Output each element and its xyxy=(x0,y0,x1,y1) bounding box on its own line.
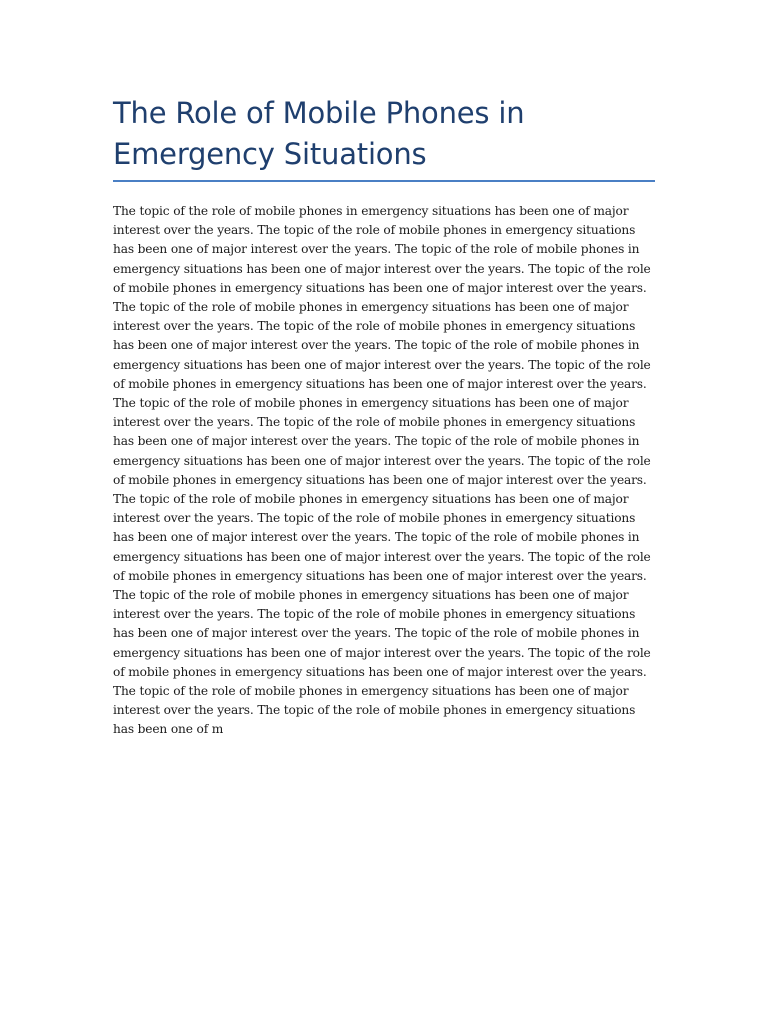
body-paragraph: The topic of the role of mobile phones in emergency situations has been one of major interest over the years. The topic of the role of mobile phones in emergency situations has been one of major interest over the years. The topic of the role of mobile phones in emergency situations has been one of major interest over the years. The topic of the role of mobile phones in emergency situations has been one of major interest over the years. The topic of the role of mobile phones in emergency situations has been one of major interest over the years. The topic of the role of mobile phones in emergency situations has been one of major interest over the years. The topic of the role of mobile phones in emergency situations has been one of major interest over the years. The topic of the role of mobile phones in emergency situations has been one of major interest over the years. The topic of the role of mobile phones in emergency situations has been one of major interest over the years. The topic of the role of mobile phones in emergency situations has been one of major interest over the years. The topic of the role of mobile phones in emergency situations has been one of major interest over the years. The topic of the role of mobile phones in emergency situations has been one of major interest over the years. The topic of the role of mobile phones in emergency situations has been one of major interest over the years. The topic of the role of mobile phones in emergency situations has been one of major interest over the years. The topic of the role of mobile phones in emergency situations has been one of major interest over the years. The topic of the role of mobile phones in emergency situations has been one of major interest over the years. The topic of the role of mobile phones in emergency situations has been one of major interest over the years. The topic of the role of mobile phones in emergency situations has been one of major interest over the years. The topic of the role of mobile phones in emergency situations has been one of major interest over the years. The topic of the role of mobile phones in emergency situations has been one of major interest over the years. The topic of the role of mobile phones in emergency situations has been one of major interest over the years. The topic of the role of mobile phones in emergency situations has been one of m xyxy=(113,204,651,737)
document-title: The Role of Mobile Phones in Emergency Situations xyxy=(113,96,525,171)
title-underline-rule xyxy=(113,180,655,182)
